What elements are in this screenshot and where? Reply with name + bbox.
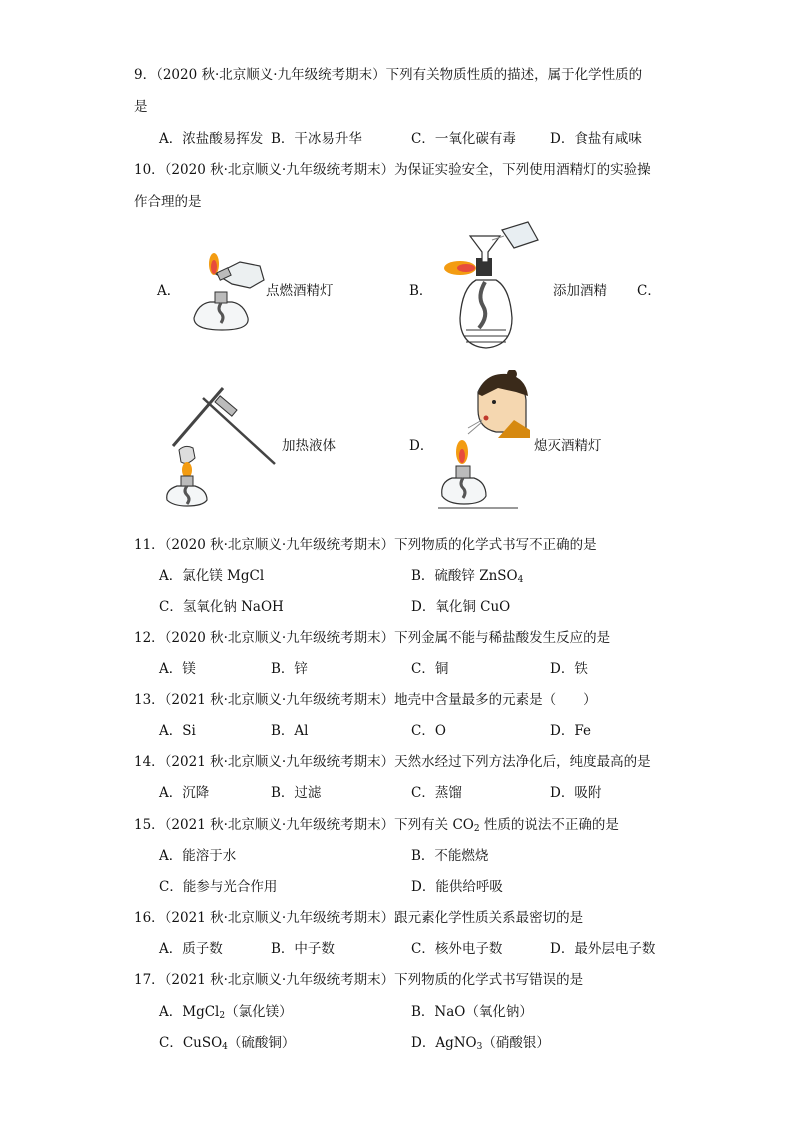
- q17-option-b: B．NaO（氧化钠）: [411, 1004, 533, 1020]
- q9-option-d: D．食盐有咸味: [550, 131, 642, 147]
- q16-option-b: B．中子数: [271, 941, 335, 957]
- q11-option-b: B．硫酸锌 ZnSO$_4$: [411, 568, 524, 585]
- q10-option-d-caption: 熄灭酒精灯: [534, 438, 602, 454]
- q10-stem-line2: 作合理的是: [134, 194, 202, 210]
- q10-option-b-figure: [440, 218, 550, 363]
- q12-option-d: D．铁: [550, 661, 588, 677]
- q10-option-a-caption: 点燃酒精灯: [266, 283, 334, 299]
- q16-stem: 16．（2021 秋·北京顺义·九年级统考期末）跟元素化学性质关系最密切的是: [134, 910, 584, 926]
- q16-option-a: A．质子数: [159, 941, 223, 957]
- q13-stem: 13．（2021 秋·北京顺义·九年级统考期末）地壳中含量最多的元素是（ ）: [134, 692, 597, 708]
- q12-stem: 12．（2020 秋·北京顺义·九年级统考期末）下列金属不能与稀盐酸发生反应的是: [134, 630, 611, 646]
- q11-option-a: A．氯化镁 MgCl: [159, 568, 265, 584]
- q9-option-c: C．一氧化碳有毒: [411, 131, 516, 147]
- q12-option-b: B．锌: [271, 661, 308, 677]
- q15-stem: 15．（2021 秋·北京顺义·九年级统考期末）下列有关 $CO_2$ 性质的说法不正确的是: [134, 817, 619, 834]
- q10-option-a-figure: [180, 240, 270, 335]
- q16-option-c: C．核外电子数: [411, 941, 503, 957]
- q10-option-d-figure: [438, 370, 533, 510]
- q10-option-c-figure: [163, 378, 283, 508]
- q13-option-b: B．Al: [271, 723, 309, 739]
- q10-option-a-letter: A．: [157, 283, 181, 299]
- q14-stem: 14．（2021 秋·北京顺义·九年级统考期末）天然水经过下列方法净化后，纯度最高的是: [134, 754, 651, 770]
- q14-option-a: A．沉降: [159, 785, 210, 801]
- q15-option-d: D．能供给呼吸: [411, 879, 503, 895]
- q17-option-d: D．AgNO$_3$（硝酸银）: [411, 1035, 550, 1052]
- q17-stem: 17．（2021 秋·北京顺义·九年级统考期末）下列物质的化学式书写错误的是: [134, 972, 584, 988]
- q14-option-c: C．蒸馏: [411, 785, 462, 801]
- q13-option-a: A．Si: [159, 723, 196, 739]
- q17-option-c: C．CuSO$_4$（硫酸铜）: [159, 1035, 296, 1052]
- q9-stem-line2: 是: [134, 99, 148, 115]
- q12-option-c: C．铜: [411, 661, 449, 677]
- q15-option-c: C．能参与光合作用: [159, 879, 278, 895]
- q13-option-d: D．Fe: [550, 723, 591, 739]
- q10-option-d-letter: D．: [409, 438, 434, 454]
- q16-option-d: D．最外层电子数: [550, 941, 656, 957]
- q15-option-b: B．不能燃烧: [411, 848, 489, 864]
- q10-option-c-caption: 加热液体: [282, 438, 336, 454]
- q11-stem: 11．（2020 秋·北京顺义·九年级统考期末）下列物质的化学式书写不正确的是: [134, 537, 597, 553]
- q9-stem-line1: 9．（2020 秋·北京顺义·九年级统考期末）下列有关物质性质的描述，属于化学性质的: [134, 67, 643, 83]
- q10-stem-line1: 10．（2020 秋·北京顺义·九年级统考期末）为保证实验安全，下列使用酒精灯的实验操: [134, 162, 651, 178]
- q14-option-b: B．过滤: [271, 785, 322, 801]
- q13-option-c: C．O: [411, 723, 446, 739]
- q9-option-b: B．干冰易升华: [271, 131, 362, 147]
- q11-option-d: D．氧化铜 CuO: [411, 599, 511, 615]
- q14-option-d: D．吸附: [550, 785, 602, 801]
- q17-option-a: A．MgCl$_2$（氯化镁）: [159, 1004, 293, 1021]
- q10-option-c-letter: C．: [637, 283, 661, 299]
- q10-option-b-caption: 添加酒精: [553, 283, 607, 299]
- q15-option-a: A．能溶于水: [159, 848, 237, 864]
- q11-option-c: C．氢氧化钠 NaOH: [159, 599, 284, 615]
- q10-option-b-letter: B．: [409, 283, 433, 299]
- q12-option-a: A．镁: [159, 661, 196, 677]
- q9-option-a: A．浓盐酸易挥发: [159, 131, 264, 147]
